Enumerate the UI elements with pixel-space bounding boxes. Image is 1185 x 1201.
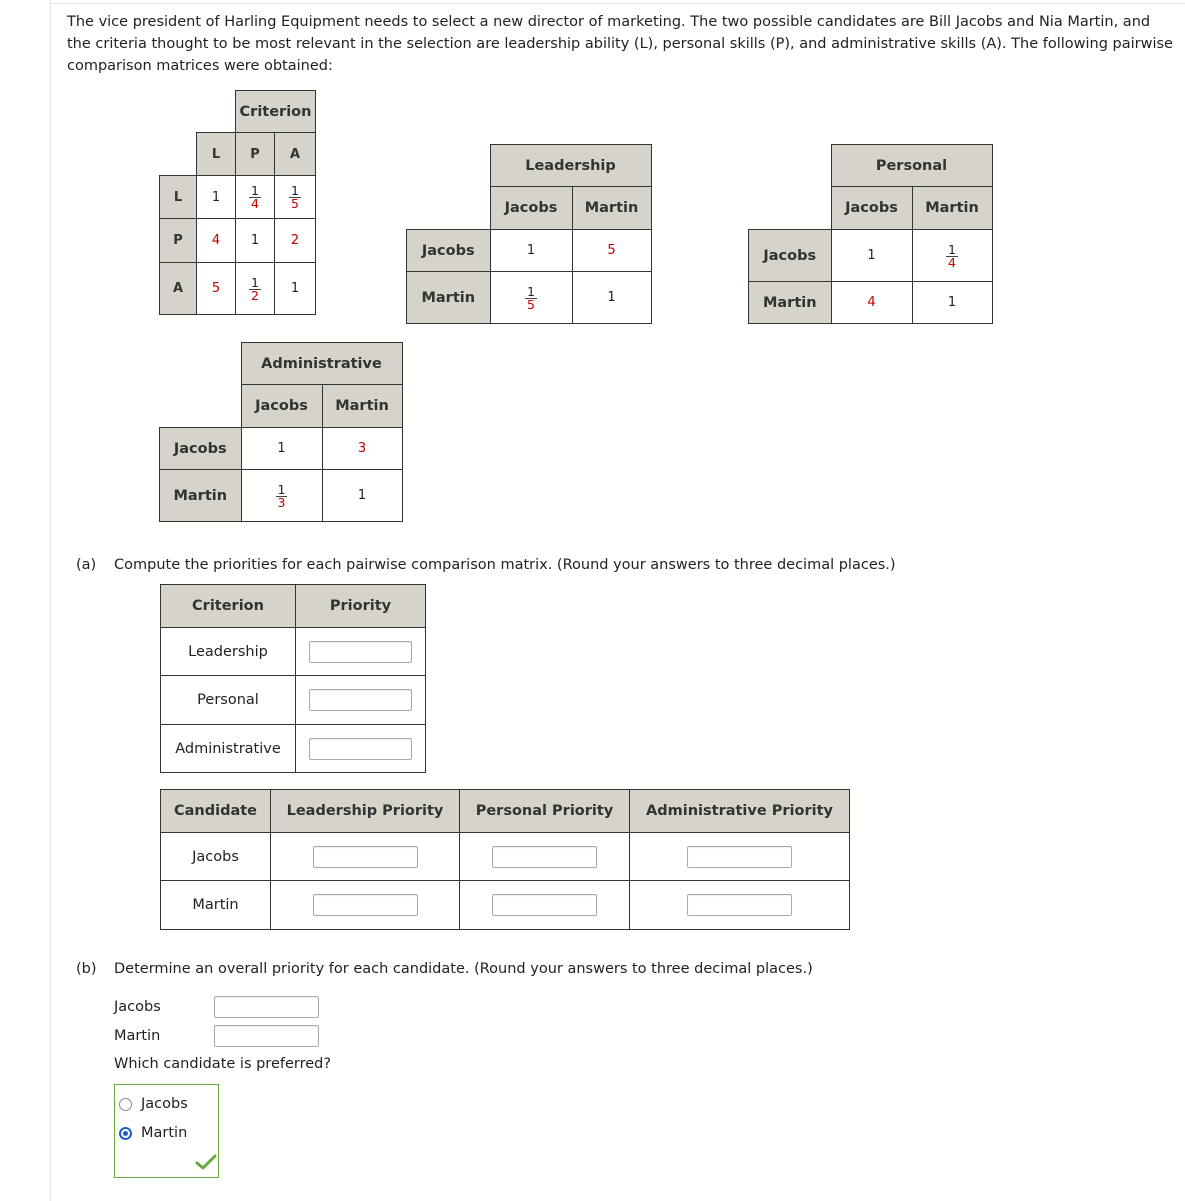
fraction: $\frac{1}{4}$ <box>948 241 956 270</box>
priority-cell <box>630 833 850 881</box>
priority-cell <box>296 676 426 725</box>
leadership-matrix <box>406 144 652 324</box>
leadership-priority-input[interactable] <box>309 641 412 663</box>
matrix-cell: 3 <box>322 428 402 470</box>
matrix-col-header: Martin <box>572 187 651 230</box>
matrix-col-header: Jacobs <box>831 187 912 230</box>
matrix-cell: 1 <box>275 263 316 315</box>
fraction: $\frac{1}{3}$ <box>277 481 286 510</box>
fraction: $\frac{1}{5}$ <box>291 183 299 211</box>
personal-matrix-title: Personal <box>831 145 992 187</box>
criterion-row-header: L <box>160 176 197 219</box>
fraction: $\frac{1}{2}$ <box>251 274 259 303</box>
matrix-cell: 1 <box>236 219 275 263</box>
administrative-matrix <box>159 342 403 522</box>
matrix-col-header: Martin <box>322 385 402 428</box>
matrix-cell <box>241 470 322 522</box>
column-header: Criterion <box>161 585 296 628</box>
fraction: $\frac{1}{4}$ <box>251 183 259 211</box>
row-label: Martin <box>161 881 271 930</box>
part-a-question: (a) Compute the priorities for each pairwise comparison matrix. (Round your answers to three decimal places.) <box>76 557 896 573</box>
matrix-cell: 4 <box>831 282 912 324</box>
matrix-col-header: Martin <box>912 187 992 230</box>
candidate-priority-table <box>160 789 850 930</box>
matrix-cell: 1 <box>490 230 572 272</box>
matrix-cell: 1 <box>241 428 322 470</box>
priority-cell <box>296 628 426 676</box>
priority-cell <box>271 881 460 930</box>
matrix-row-header: Jacobs <box>407 230 491 272</box>
matrix-cell: 2 <box>275 219 316 263</box>
priority-cell <box>271 833 460 881</box>
overall-martin-label: Martin <box>114 1028 161 1044</box>
criterion-row-header: A <box>160 263 197 315</box>
matrix-row-header: Jacobs <box>749 230 832 282</box>
matrix-cell: 1 <box>572 272 651 324</box>
matrix-row-header: Jacobs <box>160 428 242 470</box>
priority-cell <box>460 881 630 930</box>
criterion-matrix <box>159 90 316 315</box>
martin-administrative-input[interactable] <box>687 894 792 916</box>
radio-jacobs[interactable] <box>119 1098 132 1111</box>
jacobs-administrative-input[interactable] <box>687 846 792 868</box>
problem-statement: The vice president of Harling Equipment needs to select a new director of marketing. The two possible candidates are Bill Jacobs and Nia Martin, and the criteria thought to be most relevant in the selection are leadership ability (L), personal skills (P), and administrative skills (A). The following pairwise comparison matrices were obtained: <box>67 14 1173 74</box>
matrix-row-header: Martin <box>160 470 242 522</box>
matrix-cell <box>490 272 572 324</box>
matrix-row-header: Martin <box>407 272 491 324</box>
correct-check-icon <box>195 1153 217 1171</box>
radio-option-martin[interactable] <box>119 1125 187 1141</box>
matrix-cell <box>236 176 275 219</box>
radio-martin[interactable] <box>119 1127 132 1140</box>
column-header: Priority <box>296 585 426 628</box>
page-left-border <box>50 0 51 1201</box>
page-top-border <box>50 3 1185 4</box>
matrix-row-header: Martin <box>749 282 832 324</box>
administrative-priority-input[interactable] <box>309 738 412 760</box>
preferred-question: Which candidate is preferred? <box>114 1056 332 1072</box>
matrix-cell: 4 <box>197 219 236 263</box>
personal-priority-input[interactable] <box>309 689 412 711</box>
criterion-col-header: L <box>197 133 236 176</box>
criterion-priority-table <box>160 584 426 773</box>
part-b-question: (b) Determine an overall priority for each candidate. (Round your answers to three decimal places.) <box>76 961 813 977</box>
administrative-matrix-title: Administrative <box>241 343 402 385</box>
criterion-col-header: P <box>236 133 275 176</box>
matrix-cell <box>912 230 992 282</box>
personal-matrix <box>748 144 993 324</box>
column-header: Candidate <box>161 790 271 833</box>
overall-martin-input[interactable] <box>214 1025 319 1047</box>
matrix-cell <box>236 263 275 315</box>
overall-jacobs-input[interactable] <box>214 996 319 1018</box>
jacobs-personal-input[interactable] <box>492 846 597 868</box>
matrix-cell: 1 <box>322 470 402 522</box>
column-header: Personal Priority <box>460 790 630 833</box>
fraction: $\frac{1}{5}$ <box>527 283 535 312</box>
radio-label-martin: Martin <box>141 1125 188 1141</box>
column-header: Leadership Priority <box>271 790 460 833</box>
criterion-col-header: A <box>275 133 316 176</box>
matrix-cell: 1 <box>197 176 236 219</box>
preferred-candidate-radio-group <box>114 1084 219 1178</box>
leadership-matrix-title: Leadership <box>490 145 651 187</box>
matrix-cell: 5 <box>572 230 651 272</box>
priority-cell <box>296 725 426 773</box>
matrix-cell: 5 <box>197 263 236 315</box>
matrix-col-header: Jacobs <box>490 187 572 230</box>
radio-option-jacobs[interactable] <box>119 1096 188 1112</box>
matrix-cell: 1 <box>912 282 992 324</box>
martin-leadership-input[interactable] <box>313 894 418 916</box>
priority-cell <box>460 833 630 881</box>
column-header: Administrative Priority <box>630 790 850 833</box>
radio-label-jacobs: Jacobs <box>141 1096 188 1112</box>
criterion-row-header: P <box>160 219 197 263</box>
row-label: Personal <box>161 676 296 725</box>
matrix-cell <box>275 176 316 219</box>
criterion-matrix-title: Criterion <box>236 91 316 133</box>
row-label: Jacobs <box>161 833 271 881</box>
martin-personal-input[interactable] <box>492 894 597 916</box>
overall-jacobs-label: Jacobs <box>114 999 161 1015</box>
matrix-col-header: Jacobs <box>241 385 322 428</box>
row-label: Administrative <box>161 725 296 773</box>
row-label: Leadership <box>161 628 296 676</box>
priority-cell <box>630 881 850 930</box>
jacobs-leadership-input[interactable] <box>313 846 418 868</box>
matrix-cell: 1 <box>831 230 912 282</box>
